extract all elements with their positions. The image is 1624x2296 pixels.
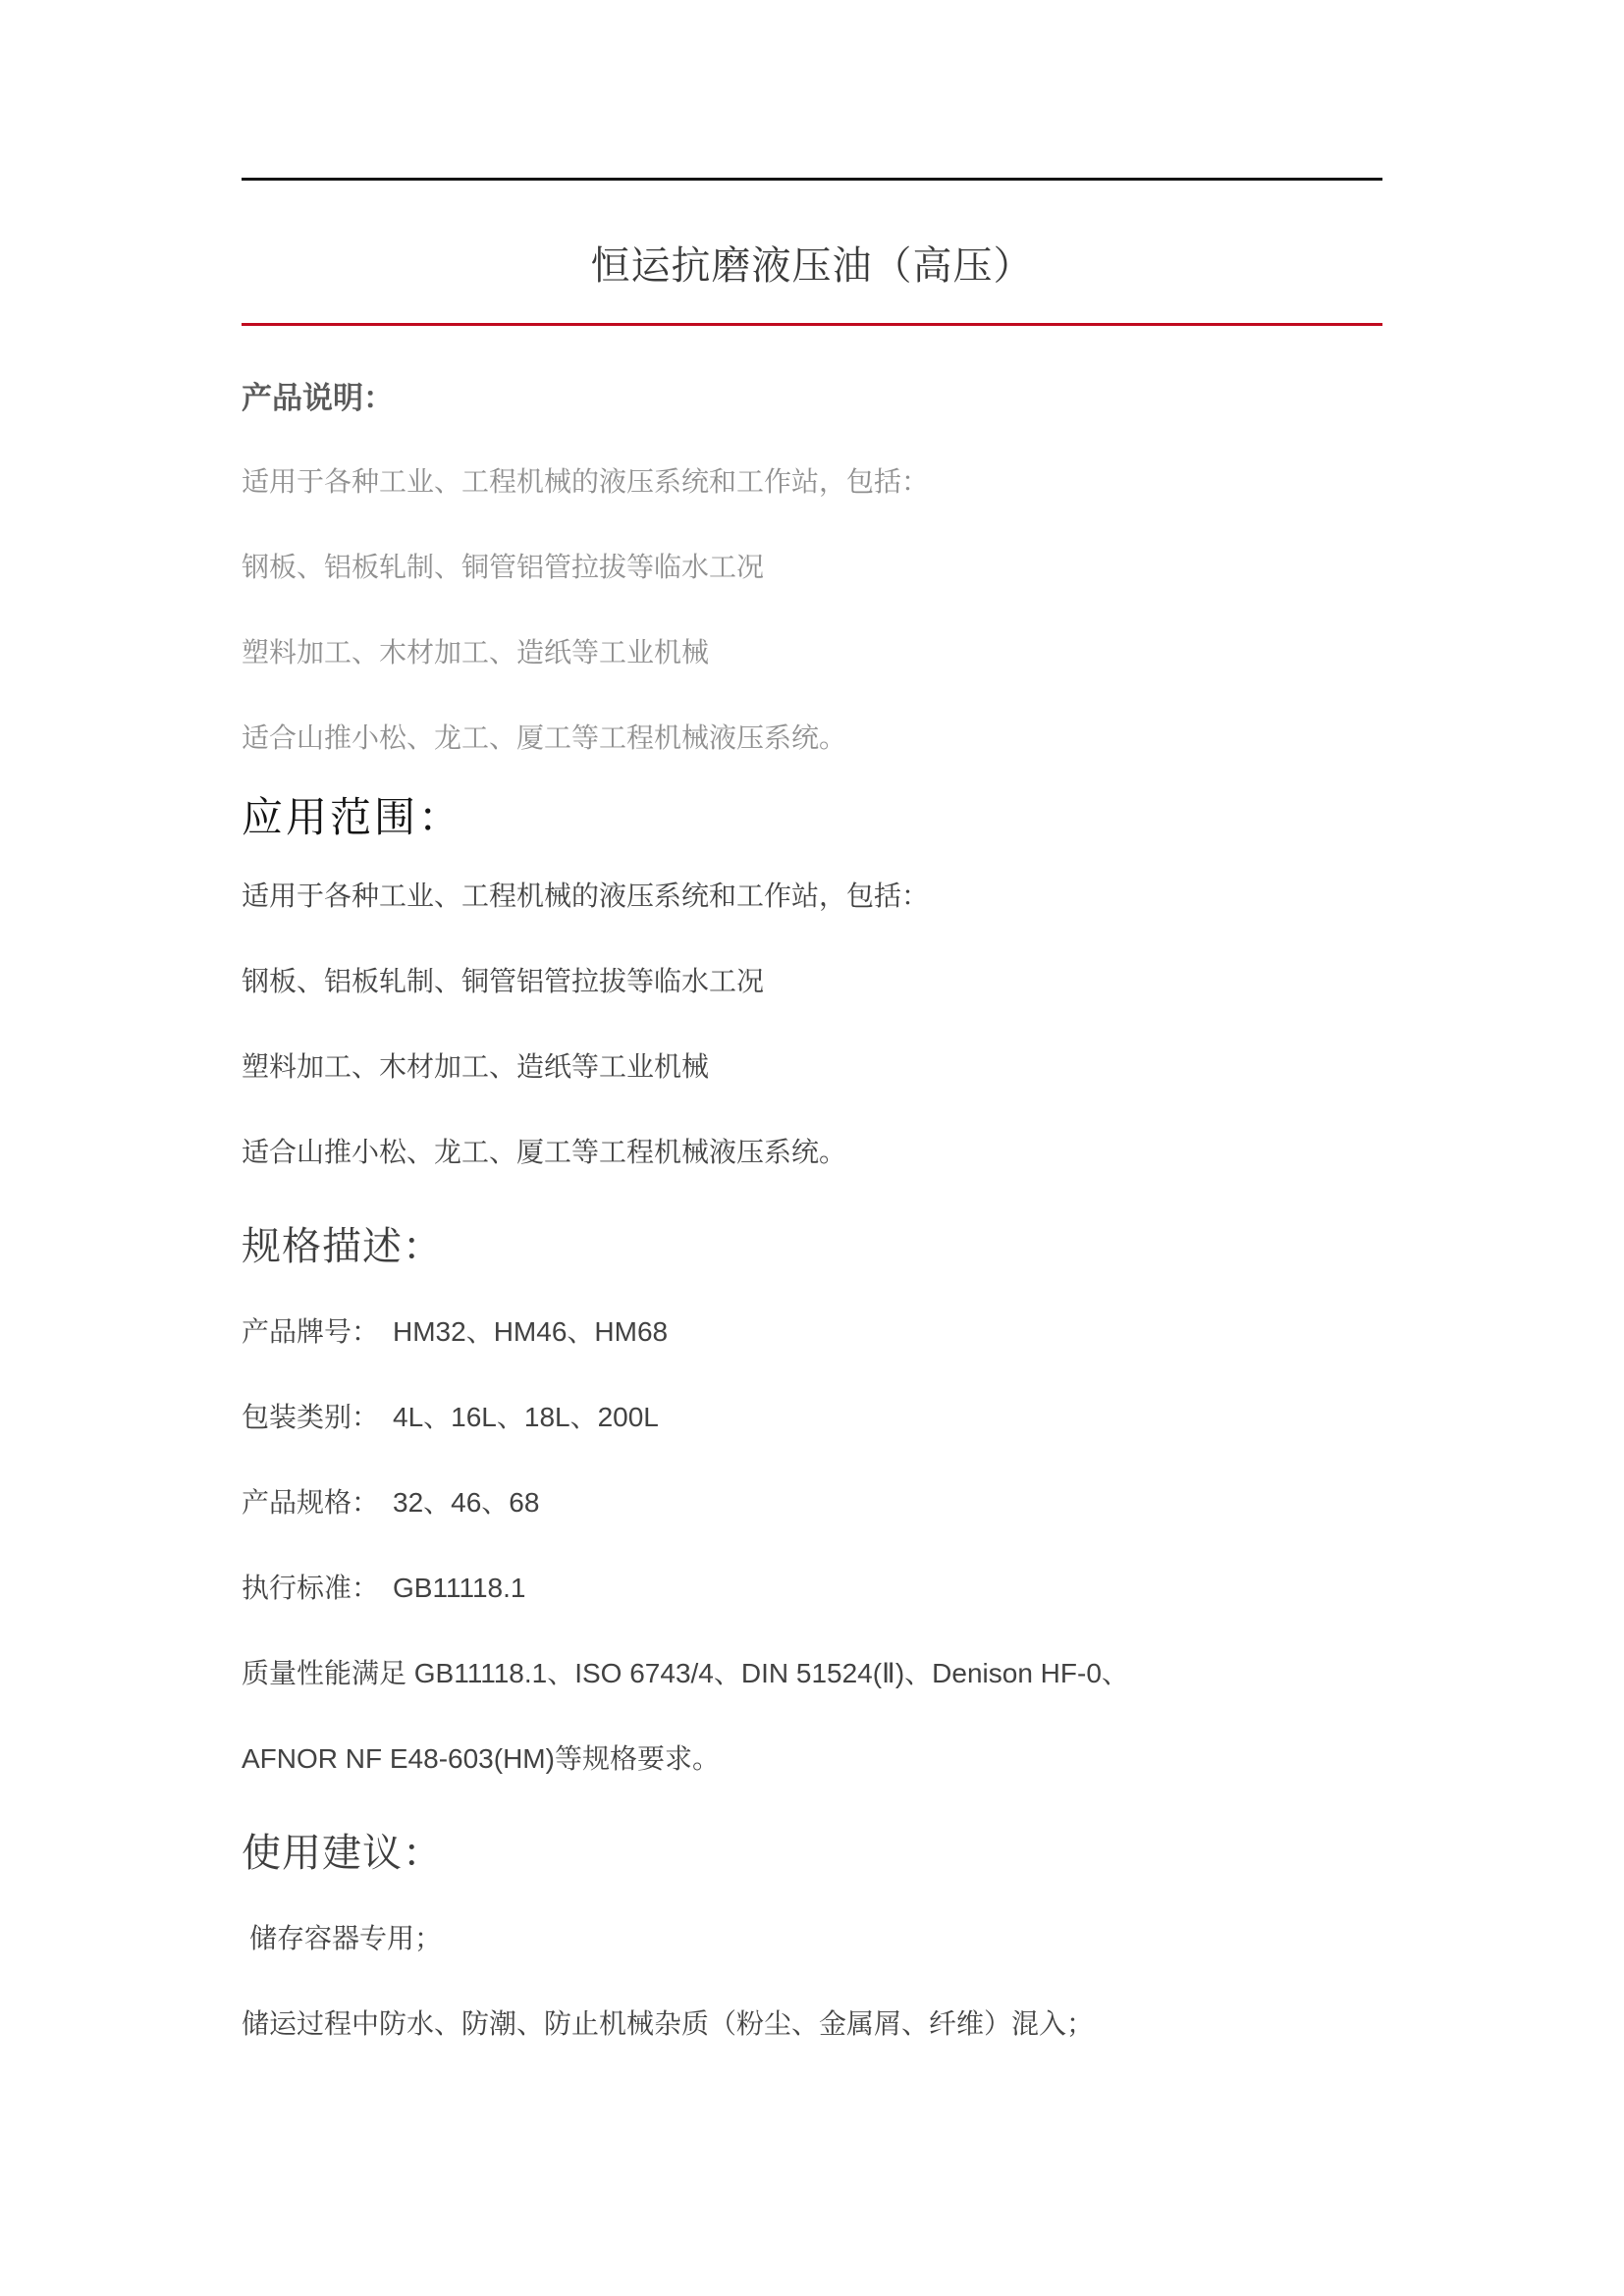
top-rule — [242, 178, 1382, 181]
application-scope-line: 塑料加工、木材加工、造纸等工业机械 — [242, 1051, 710, 1082]
quality-note-line-2: AFNOR NF E48-603(HM)等规格要求。 — [242, 1743, 720, 1774]
application-scope-line: 适用于各种工业、工程机械的液压系统和工作站，包括： — [242, 881, 930, 911]
application-scope-line: 适合山推小松、龙工、厦工等工程机械液压系统。 — [242, 1137, 847, 1167]
spec-value: 32、46、68 — [393, 1487, 540, 1518]
spec-row — [242, 1569, 1382, 1608]
spec-label: 执行标准： — [242, 1573, 380, 1603]
spec-label: 产品规格： — [242, 1487, 380, 1518]
application-scope-line: 钢板、铝板轧制、铜管铝管拉拔等临水工况 — [242, 966, 765, 996]
spec-row — [242, 1483, 1382, 1522]
product-description-line: 塑料加工、木材加工、造纸等工业机械 — [242, 637, 710, 667]
section-heading-application-scope: 应用范围： — [242, 796, 463, 841]
spec-row — [242, 1398, 1382, 1437]
product-description-line: 钢板、铝板轧制、铜管铝管拉拔等临水工况 — [242, 552, 765, 582]
section-heading-usage-advice: 使用建议： — [242, 1832, 443, 1875]
section-heading-product-description: 产品说明： — [242, 381, 394, 415]
product-description-line: 适用于各种工业、工程机械的液压系统和工作站，包括： — [242, 466, 930, 497]
spec-label: 包装类别： — [242, 1402, 380, 1432]
spec-label: 产品牌号： — [242, 1316, 380, 1347]
spec-value: HM32、HM46、HM68 — [393, 1316, 669, 1347]
document-page — [242, 178, 1382, 2044]
usage-advice-line: 储存容器专用； — [249, 1923, 443, 1953]
section-heading-specifications: 规格描述： — [242, 1225, 443, 1268]
usage-advice-line: 储运过程中防水、防潮、防止机械杂质（粉尘、金属屑、纤维）混入； — [242, 2008, 1095, 2039]
product-description-line: 适合山推小松、龙工、厦工等工程机械液压系统。 — [242, 722, 847, 753]
page-title: 恒运抗磨液压油（高压） — [590, 244, 1034, 288]
quality-note-line-1: 质量性能满足 GB11118.1、ISO 6743/4、DIN 51524(Ⅱ)、Denison HF-0、 — [242, 1658, 1129, 1688]
spec-value: GB11118.1 — [393, 1573, 526, 1603]
spec-value: 4L、16L、18L、200L — [393, 1402, 659, 1432]
title-underline-rule — [242, 323, 1382, 326]
spec-row — [242, 1312, 1382, 1352]
